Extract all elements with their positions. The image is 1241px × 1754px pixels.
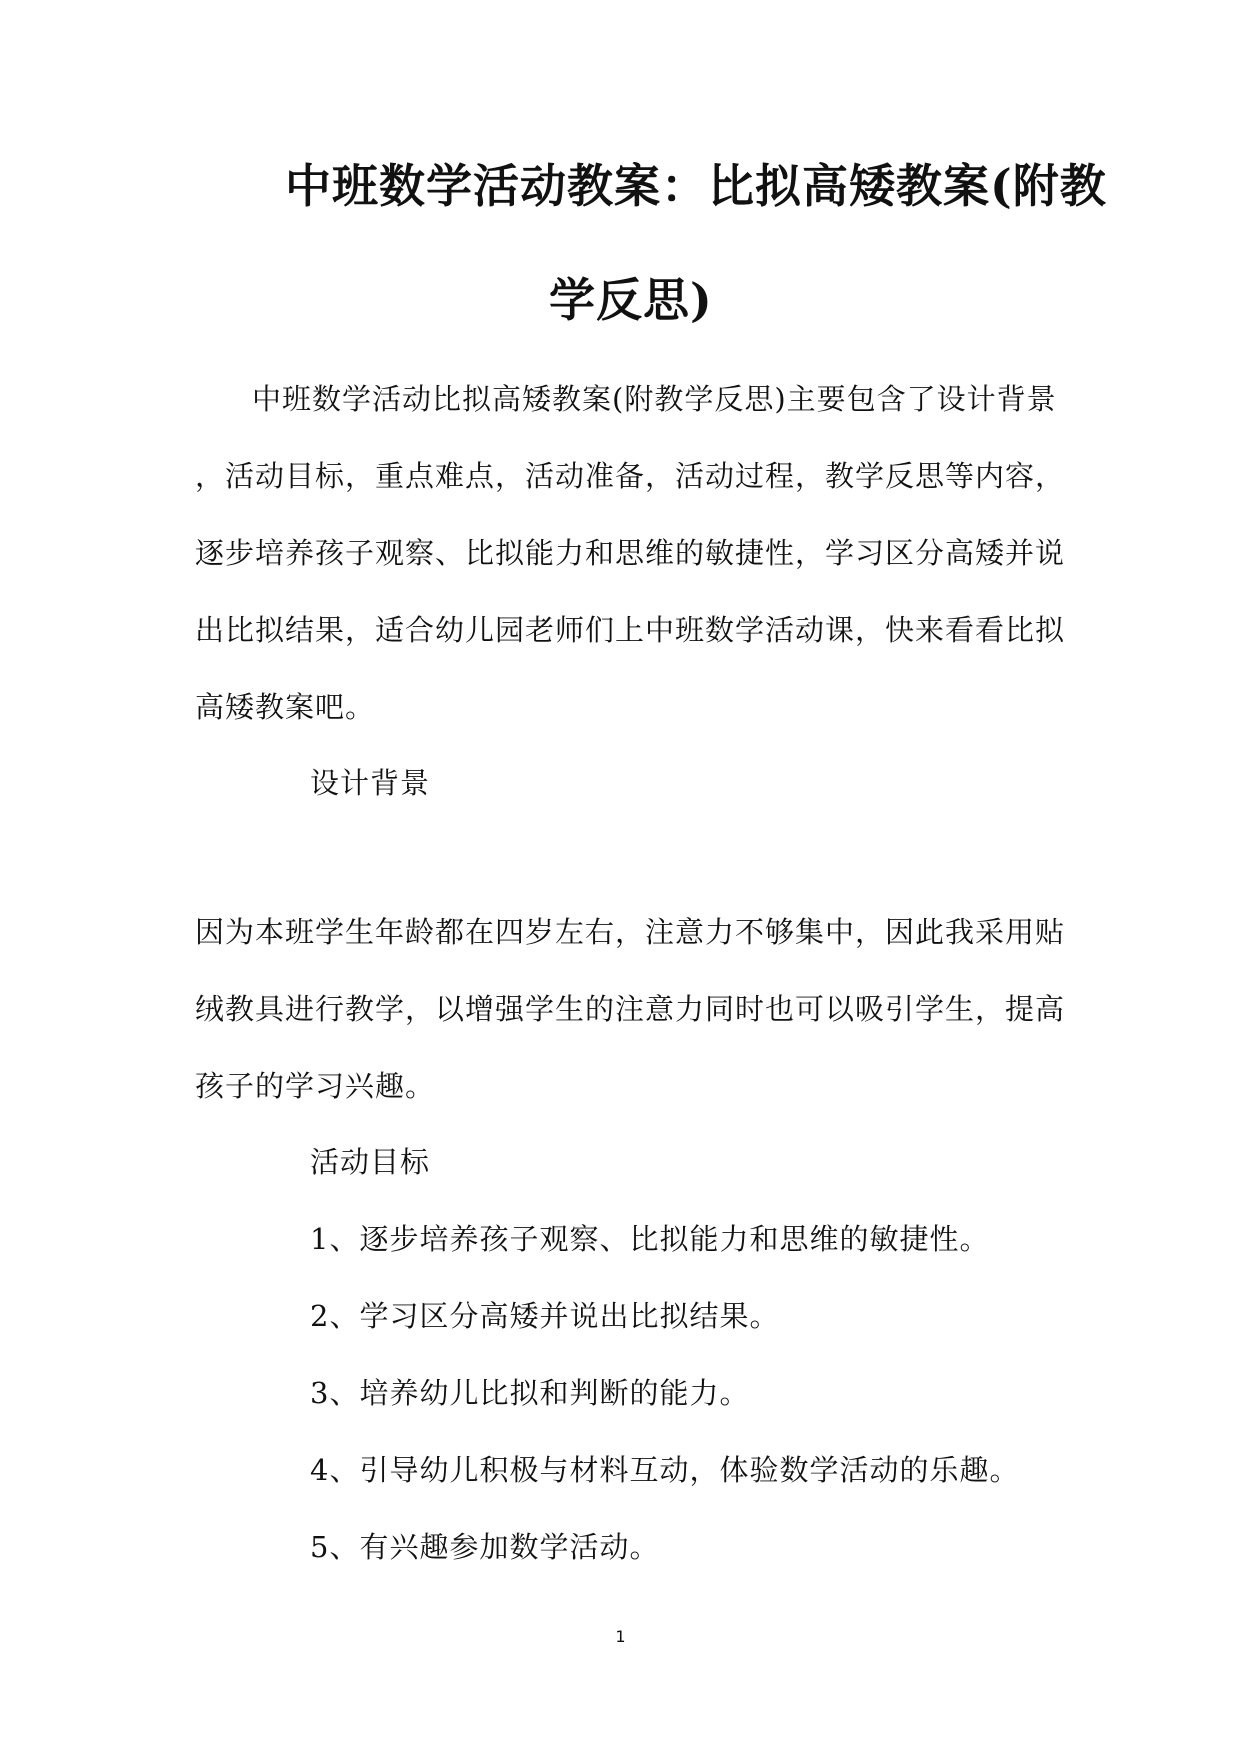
goal-item-4: 4、引导幼儿积极与材料互动，体验数学活动的乐趣。 (310, 1453, 1020, 1487)
goal-item-2: 2、学习区分高矮并说出比拟结果。 (310, 1299, 780, 1333)
goal-item-3: 3、培养幼儿比拟和判断的能力。 (310, 1376, 750, 1410)
section-heading-activity-goals: 活动目标 (310, 1145, 431, 1179)
page-number: 1 (615, 1627, 626, 1646)
goal-item-1: 1、逐步培养孩子观察、比拟能力和思维的敏捷性。 (310, 1222, 990, 1256)
goal-item-5: 5、有兴趣参加数学活动。 (310, 1530, 660, 1564)
design-line-2: 绒教具进行教学，以增强学生的注意力同时也可以吸引学生，提高 (195, 992, 1066, 1026)
document-title-line-1: 中班数学活动教案：比拟高矮教案(附教 (285, 159, 1107, 213)
document-title-line-2: 学反思) (549, 273, 713, 327)
intro-line-2: ，活动目标，重点难点，活动准备，活动过程，教学反思等内容， (195, 459, 1066, 493)
intro-line-3: 逐步培养孩子观察、比拟能力和思维的敏捷性，学习区分高矮并说 (195, 536, 1066, 570)
design-line-3: 孩子的学习兴趣。 (195, 1069, 436, 1103)
intro-line-5: 高矮教案吧。 (195, 690, 376, 724)
intro-line-1: 中班数学活动比拟高矮教案(附教学反思)主要包含了设计背景 (252, 382, 1057, 416)
design-line-1: 因为本班学生年龄都在四岁左右，注意力不够集中，因此我采用贴 (195, 915, 1066, 949)
section-heading-design-background: 设计背景 (310, 766, 431, 800)
intro-line-4: 出比拟结果，适合幼儿园老师们上中班数学活动课，快来看看比拟 (195, 613, 1066, 647)
